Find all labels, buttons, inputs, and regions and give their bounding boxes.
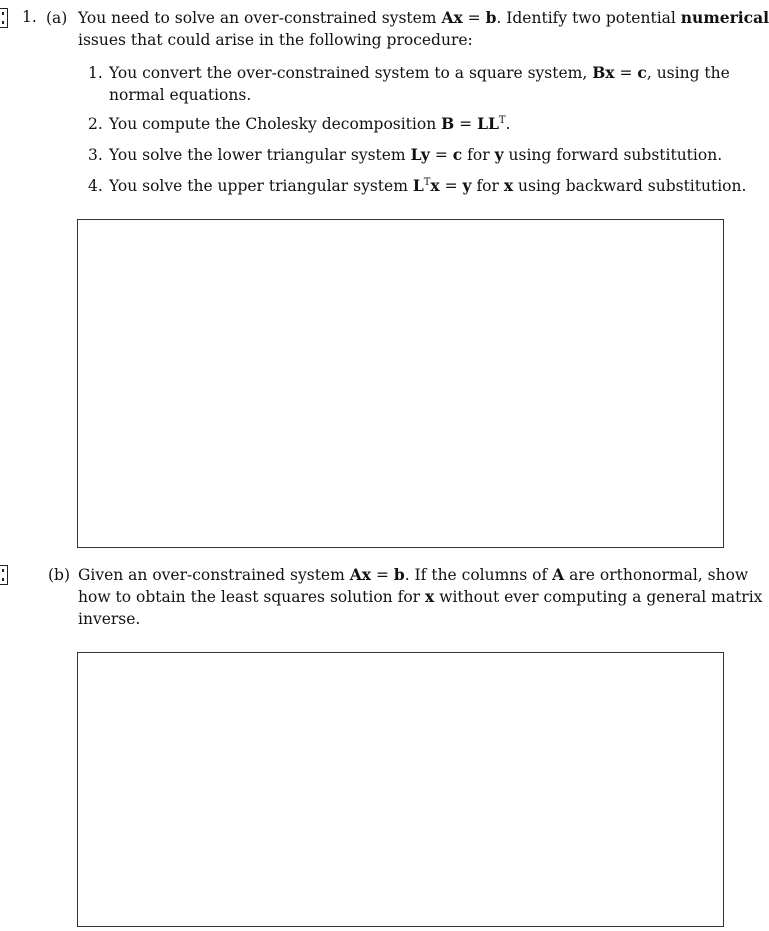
part-a-prompt (78, 7, 769, 51)
part-a-line-2: issues that could arise in the following procedure: (78, 31, 473, 49)
step-1-line-1 (109, 62, 730, 84)
part-b-text: . If the columns of (404, 566, 553, 584)
math-x: x (503, 176, 514, 195)
math-b: b (393, 565, 405, 584)
score-box-a (0, 8, 8, 28)
math-eq: = (439, 177, 463, 195)
emphasis-numerical: numerical (680, 8, 769, 27)
part-b-line-2 (78, 586, 763, 608)
score-box-mark (2, 21, 4, 24)
step-text: . (505, 115, 511, 133)
step-text: You compute the Cholesky decomposition (109, 115, 442, 133)
math-eq: = (371, 566, 394, 584)
math-y: y (462, 176, 472, 195)
math-Ax: Ax (349, 565, 372, 584)
score-box-b (0, 565, 8, 585)
math-c: c (452, 145, 463, 164)
question-number: 1. (22, 8, 37, 26)
math-Ly: Ly (410, 145, 430, 164)
step-text: You solve the lower triangular system (109, 146, 411, 164)
part-b-text: are orthonormal, show (564, 566, 749, 584)
part-a-label: (a) (46, 9, 68, 27)
part-a-text: . Identify two potential (496, 9, 681, 27)
part-b-line-1 (78, 564, 749, 586)
math-eq: = (614, 64, 638, 82)
math-eq: = (429, 146, 453, 164)
step-number: 2. (88, 115, 103, 133)
part-b-text: how to obtain the least squares solution for (78, 588, 426, 606)
answer-box-b[interactable] (77, 652, 724, 927)
answer-box-a[interactable] (77, 219, 724, 548)
math-transpose: T (498, 115, 506, 126)
step-text: using backward substitution. (513, 177, 747, 195)
math-eq: = (462, 9, 486, 27)
math-y: y (494, 145, 504, 164)
step-text: , using the (646, 64, 730, 82)
step-text: using forward substitution. (503, 146, 723, 164)
math-transpose: T (423, 177, 431, 188)
math-B: B (441, 114, 455, 133)
math-Bx: Bx (592, 63, 615, 82)
part-b-text: Given an over-constrained system (78, 566, 350, 584)
part-b-line-3: inverse. (78, 610, 141, 628)
part-b-label: (b) (48, 566, 71, 584)
part-b-text: without ever computing a general matrix (434, 588, 763, 606)
math-b: b (485, 8, 497, 27)
step-number: 4. (88, 177, 103, 195)
math-x: x (425, 587, 435, 606)
score-box-mark (2, 12, 4, 15)
step-text: You solve the upper triangular system (109, 177, 413, 195)
step-text: for (471, 177, 504, 195)
math-LL: LL (477, 114, 499, 133)
math-A: A (552, 565, 565, 584)
step-number: 3. (88, 146, 103, 164)
part-a-line-1 (78, 7, 769, 29)
math-Ax: Ax (441, 8, 463, 27)
step-text: You convert the over-constrained system to a square system, (109, 64, 593, 82)
step-text: for (462, 146, 495, 164)
score-box-mark (2, 578, 4, 581)
math-x: x (430, 176, 440, 195)
math-c: c (637, 63, 647, 82)
step-1-line-2: normal equations. (109, 86, 252, 104)
math-eq: = (454, 115, 478, 133)
part-b-prompt (78, 564, 763, 630)
score-box-mark (2, 569, 4, 572)
step-number: 1. (88, 64, 103, 82)
math-L: L (412, 176, 424, 195)
part-a-text: You need to solve an over-constrained system (78, 9, 442, 27)
